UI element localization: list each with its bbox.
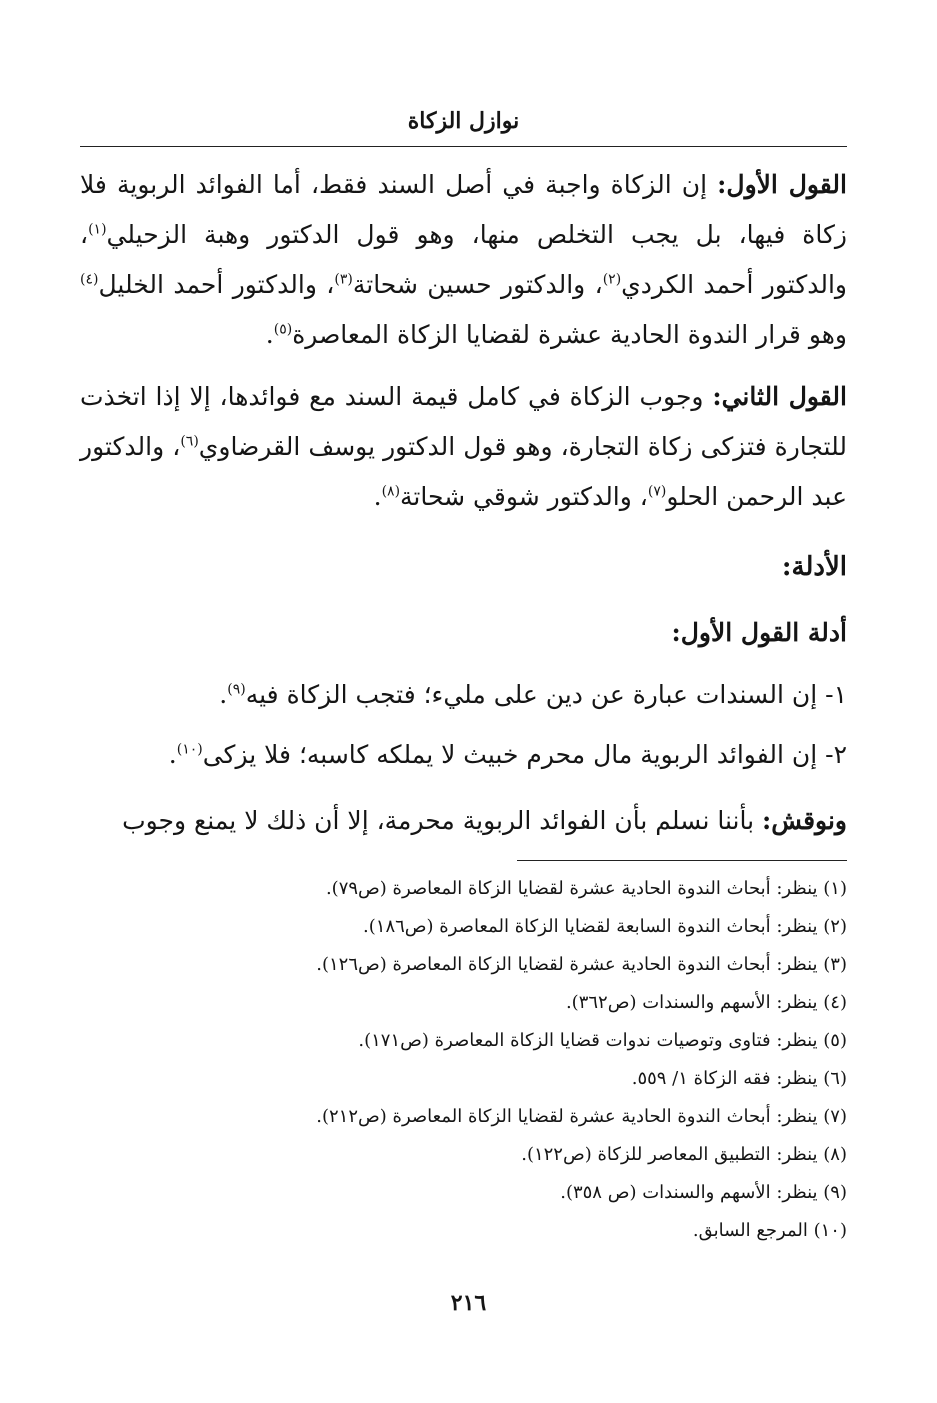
first-opinion-paragraph [80,160,847,360]
footnotes-list [80,870,847,1250]
rebuttal-paragraph [80,796,847,846]
footnote-ref: (٣) [334,271,353,288]
evidence-item-tail: . [219,680,228,709]
second-opinion-lead: القول الثاني: [712,382,847,411]
footnote-item: (٢) ينظر: أبحاث الندوة السابعة لقضايا الزكاة المعاصرة (ص١٨٦). [363,916,847,937]
evidence-item-text: ١- إن السندات عبارة عن دين على مليء؛ فتجب الزكاة فيه [245,680,847,709]
footnote-item: (٦) ينظر: فقه الزكاة ١/ ٥٥٩. [631,1068,847,1089]
evidence-item [169,740,847,769]
paragraph-text: . [265,320,274,349]
paragraph-text: ، والدكتور حسين شحاتة [352,270,603,299]
evidence-item-text: ٢- إن الفوائد الربوية مال محرم خبيث لا يملكه كاسبه؛ فلا يزكى [202,740,847,769]
paragraph-text: . [373,482,382,511]
footnote-ref: (١) [88,221,107,238]
paragraph-text: وجوب الزكاة في كامل قيمة السند مع فوائدها، إلا إذا اتخذت للتجارة فتزكى زكاة التجارة، وهو قول الدكتور يوسف القرضاوي [80,382,847,461]
footnote-item: (٤) ينظر: الأسهم والسندات (ص٣٦٢). [565,992,847,1013]
footnote-item: (١٠) المرجع السابق. [692,1220,847,1241]
footnote-ref: (٩) [227,681,246,698]
footnote-item: (٣) ينظر: أبحاث الندوة الحادية عشرة لقضايا الزكاة المعاصرة (ص١٢٦). [316,954,847,975]
subsection-title: أدلة القول الأول: [671,618,847,647]
evidence-item-tail: . [168,740,177,769]
footnote-ref: (٦) [180,433,199,450]
footnote-ref: (١٠) [176,741,203,758]
second-opinion-paragraph [80,372,847,522]
footnote-ref: (٥) [273,321,293,338]
footnote-item: (١) ينظر: أبحاث الندوة الحادية عشرة لقضايا الزكاة المعاصرة (ص٧٩). [325,878,847,899]
running-header-title: نوازل الزكاة [407,108,520,134]
footnote-ref: (٨) [381,483,401,500]
footnote-item: (٨) ينظر: التطبيق المعاصر للزكاة (ص١٢٢). [521,1144,847,1165]
footnote-ref: (٤) [80,271,99,288]
header-rule [80,146,847,147]
rebuttal-lead: ونوقش: [762,806,847,835]
page-number: ٢١٦ [450,1290,487,1316]
paragraph-text: بأننا نسلم بأن الفوائد الربوية محرمة، إلا أن ذلك لا يمنع وجوب [122,806,762,835]
paragraph-text: وهو قرار الندوة الحادية عشرة لقضايا الزكاة المعاصرة [292,320,847,349]
section-title: الأدلة: [781,552,847,582]
footnote-ref: (٢) [602,271,622,288]
footnote-ref: (٧) [647,483,667,500]
paragraph-text: ، والدكتور أحمد الخليل [98,270,335,299]
paragraph-text: إن الزكاة واجبة في أصل السند فقط، أما الفوائد الربوية فلا زكاة فيها، بل يجب التخلص منها، وهو قول الدكتور وهبة الزحيلي [80,170,847,249]
paragraph-text: ، والدكتور شوقي شحاتة [400,482,648,511]
footnote-item: (٧) ينظر: أبحاث الندوة الحادية عشرة لقضايا الزكاة المعاصرة (ص٢١٢). [316,1106,847,1127]
footnote-separator [517,860,847,861]
paragraph-text: ، والدكتور عبد الرحمن الحلو [80,432,847,511]
paragraph-text: ، والدكتور أحمد الكردي [80,220,847,299]
evidence-item [219,680,847,709]
footnote-item: (٥) ينظر: فتاوى وتوصيات ندوات قضايا الزكاة المعاصرة (ص١٧١). [358,1030,847,1051]
first-opinion-lead: القول الأول: [717,170,847,199]
footnote-item: (٩) ينظر: الأسهم والسندات (ص ٣٥٨). [560,1182,847,1203]
